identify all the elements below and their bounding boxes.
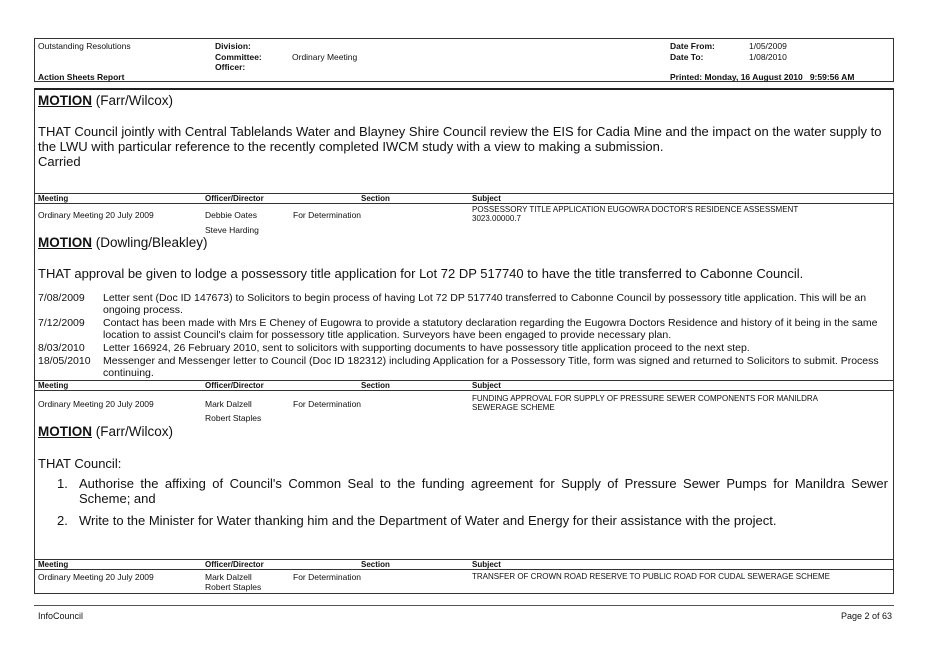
col-officer: Officer/Director [205, 381, 264, 390]
motion-movers: (Farr/Wilcox) [92, 93, 173, 108]
printed-line [670, 72, 854, 82]
item-officer: Robert Staples [205, 582, 262, 592]
col-section: Section [361, 560, 390, 569]
item-meeting: Ordinary Meeting 20 July 2009 [38, 572, 154, 582]
motion-heading-1 [38, 93, 173, 108]
subject-line: 3023.00000.7 [472, 214, 521, 223]
note-text: Letter sent (Doc ID 147673) to Solicitors to begin process of having Lot 72 DP 517740 transferred to Cabonne Council by possessory title application. This will be an ongoing process. [103, 292, 867, 316]
subject-line: SEWERAGE SCHEME [472, 403, 555, 412]
motion-intro-3: THAT Council: [38, 456, 122, 471]
motion-word: MOTION [38, 93, 92, 108]
col-officer: Officer/Director [205, 560, 264, 569]
col-section: Section [361, 194, 390, 203]
page-number: Page 2 of 63 [840, 611, 892, 621]
column-header-row [34, 193, 894, 204]
date-from-label: Date From: [670, 41, 715, 51]
note-text: Messenger and Messenger letter to Council (Doc ID 182312) including Application for a Possessory Title, form was signed and returned to Solicitors to submit. Process continuing. [103, 355, 879, 379]
point-number: 1. [57, 476, 68, 491]
point-text: Authorise the affixing of Council's Common Seal to the funding agreement for Supply of Pressure Sewer Pumps for Manildra Sewer Scheme; and [79, 476, 888, 506]
motion-movers: (Farr/Wilcox) [92, 424, 173, 439]
item-subject: TRANSFER OF CROWN ROAD RESERVE TO PUBLIC ROAD FOR CUDAL SEWERAGE SCHEME [472, 572, 830, 581]
item-officer: Steve Harding [205, 225, 259, 235]
committee-value: Ordinary Meeting [292, 52, 358, 62]
note-date: 18/05/2010 [38, 355, 91, 367]
note-date: 7/12/2009 [38, 317, 85, 329]
subject-line: FUNDING APPROVAL FOR SUPPLY OF PRESSURE SEWER COMPONENTS FOR MANILDRA [472, 394, 818, 403]
col-meeting: Meeting [38, 381, 69, 390]
col-subject: Subject [472, 194, 501, 203]
report-name: Outstanding Resolutions [38, 41, 131, 51]
col-subject: Subject [472, 560, 501, 569]
note-date: 7/08/2009 [38, 292, 85, 304]
date-to-value: 1/08/2010 [749, 52, 787, 62]
col-officer: Officer/Director [205, 194, 264, 203]
item-section: For Determination [293, 210, 362, 220]
date-to-label: Date To: [670, 52, 704, 62]
column-header-row [34, 380, 894, 391]
footer-divider [34, 605, 894, 606]
col-meeting: Meeting [38, 560, 69, 569]
motion-word: MOTION [38, 235, 92, 250]
item-meeting: Ordinary Meeting 20 July 2009 [38, 399, 154, 409]
division-label: Division: [215, 41, 251, 51]
item-officer: Debbie Oates [205, 210, 257, 220]
item-subject [472, 394, 818, 412]
item-officer: Mark Dalzell [205, 399, 252, 409]
item-officer: Mark Dalzell [205, 572, 252, 582]
motion-status-1: Carried [38, 154, 81, 169]
point-number: 2. [57, 513, 68, 528]
motion-heading-3 [38, 424, 173, 439]
item-section: For Determination [293, 399, 362, 409]
printed-value: Monday, 16 August 2010 9:59:56 AM [704, 72, 855, 82]
column-header-row [34, 559, 894, 570]
item-subject [472, 205, 798, 223]
note-date: 8/03/2010 [38, 342, 85, 354]
motion-text-1: THAT Council jointly with Central Tablelands Water and Blayney Shire Council review the EIS for Cadia Mine and the impact on the water supply to the LWU with particular reference to the recently completed IWCM study with a view to making a submission. [38, 124, 882, 154]
footer-app-name: InfoCouncil [38, 611, 84, 621]
motion-movers: (Dowling/Bleakley) [92, 235, 208, 250]
printed-label: Printed: [670, 72, 703, 82]
note-text: Contact has been made with Mrs E Cheney of Eugowra to provide a statutory declaration regarding the Eugowra Doctors Residence and history of it being in the same location to assist Council's claim for possessory title application. Surveyors have been engaged to provide necessary plan. [103, 317, 878, 341]
col-meeting: Meeting [38, 194, 69, 203]
col-subject: Subject [472, 381, 501, 390]
point-text: Write to the Minister for Water thanking him and the Department of Water and Energy for their assistance with the project. [79, 513, 777, 528]
col-section: Section [361, 381, 390, 390]
item-officer: Robert Staples [205, 413, 262, 423]
motion-heading-2 [38, 235, 208, 250]
item-meeting: Ordinary Meeting 20 July 2009 [38, 210, 154, 220]
committee-label: Committee: [215, 52, 262, 62]
motion-word: MOTION [38, 424, 92, 439]
officer-label: Officer: [215, 62, 246, 72]
motion-text-2: THAT approval be given to lodge a possessory title application for Lot 72 DP 517740 to have the title transferred to Cabonne Council. [38, 266, 804, 281]
subject-line: POSSESSORY TITLE APPLICATION EUGOWRA DOCTOR'S RESIDENCE ASSESSMENT [472, 205, 799, 214]
report-type: Action Sheets Report [38, 72, 125, 82]
note-text: Letter 166924, 26 February 2010, sent to solicitors with supporting documents to have possessory title application proceed to the next step. [103, 342, 750, 354]
item-section: For Determination [293, 572, 362, 582]
date-from-value: 1/05/2009 [749, 41, 787, 51]
